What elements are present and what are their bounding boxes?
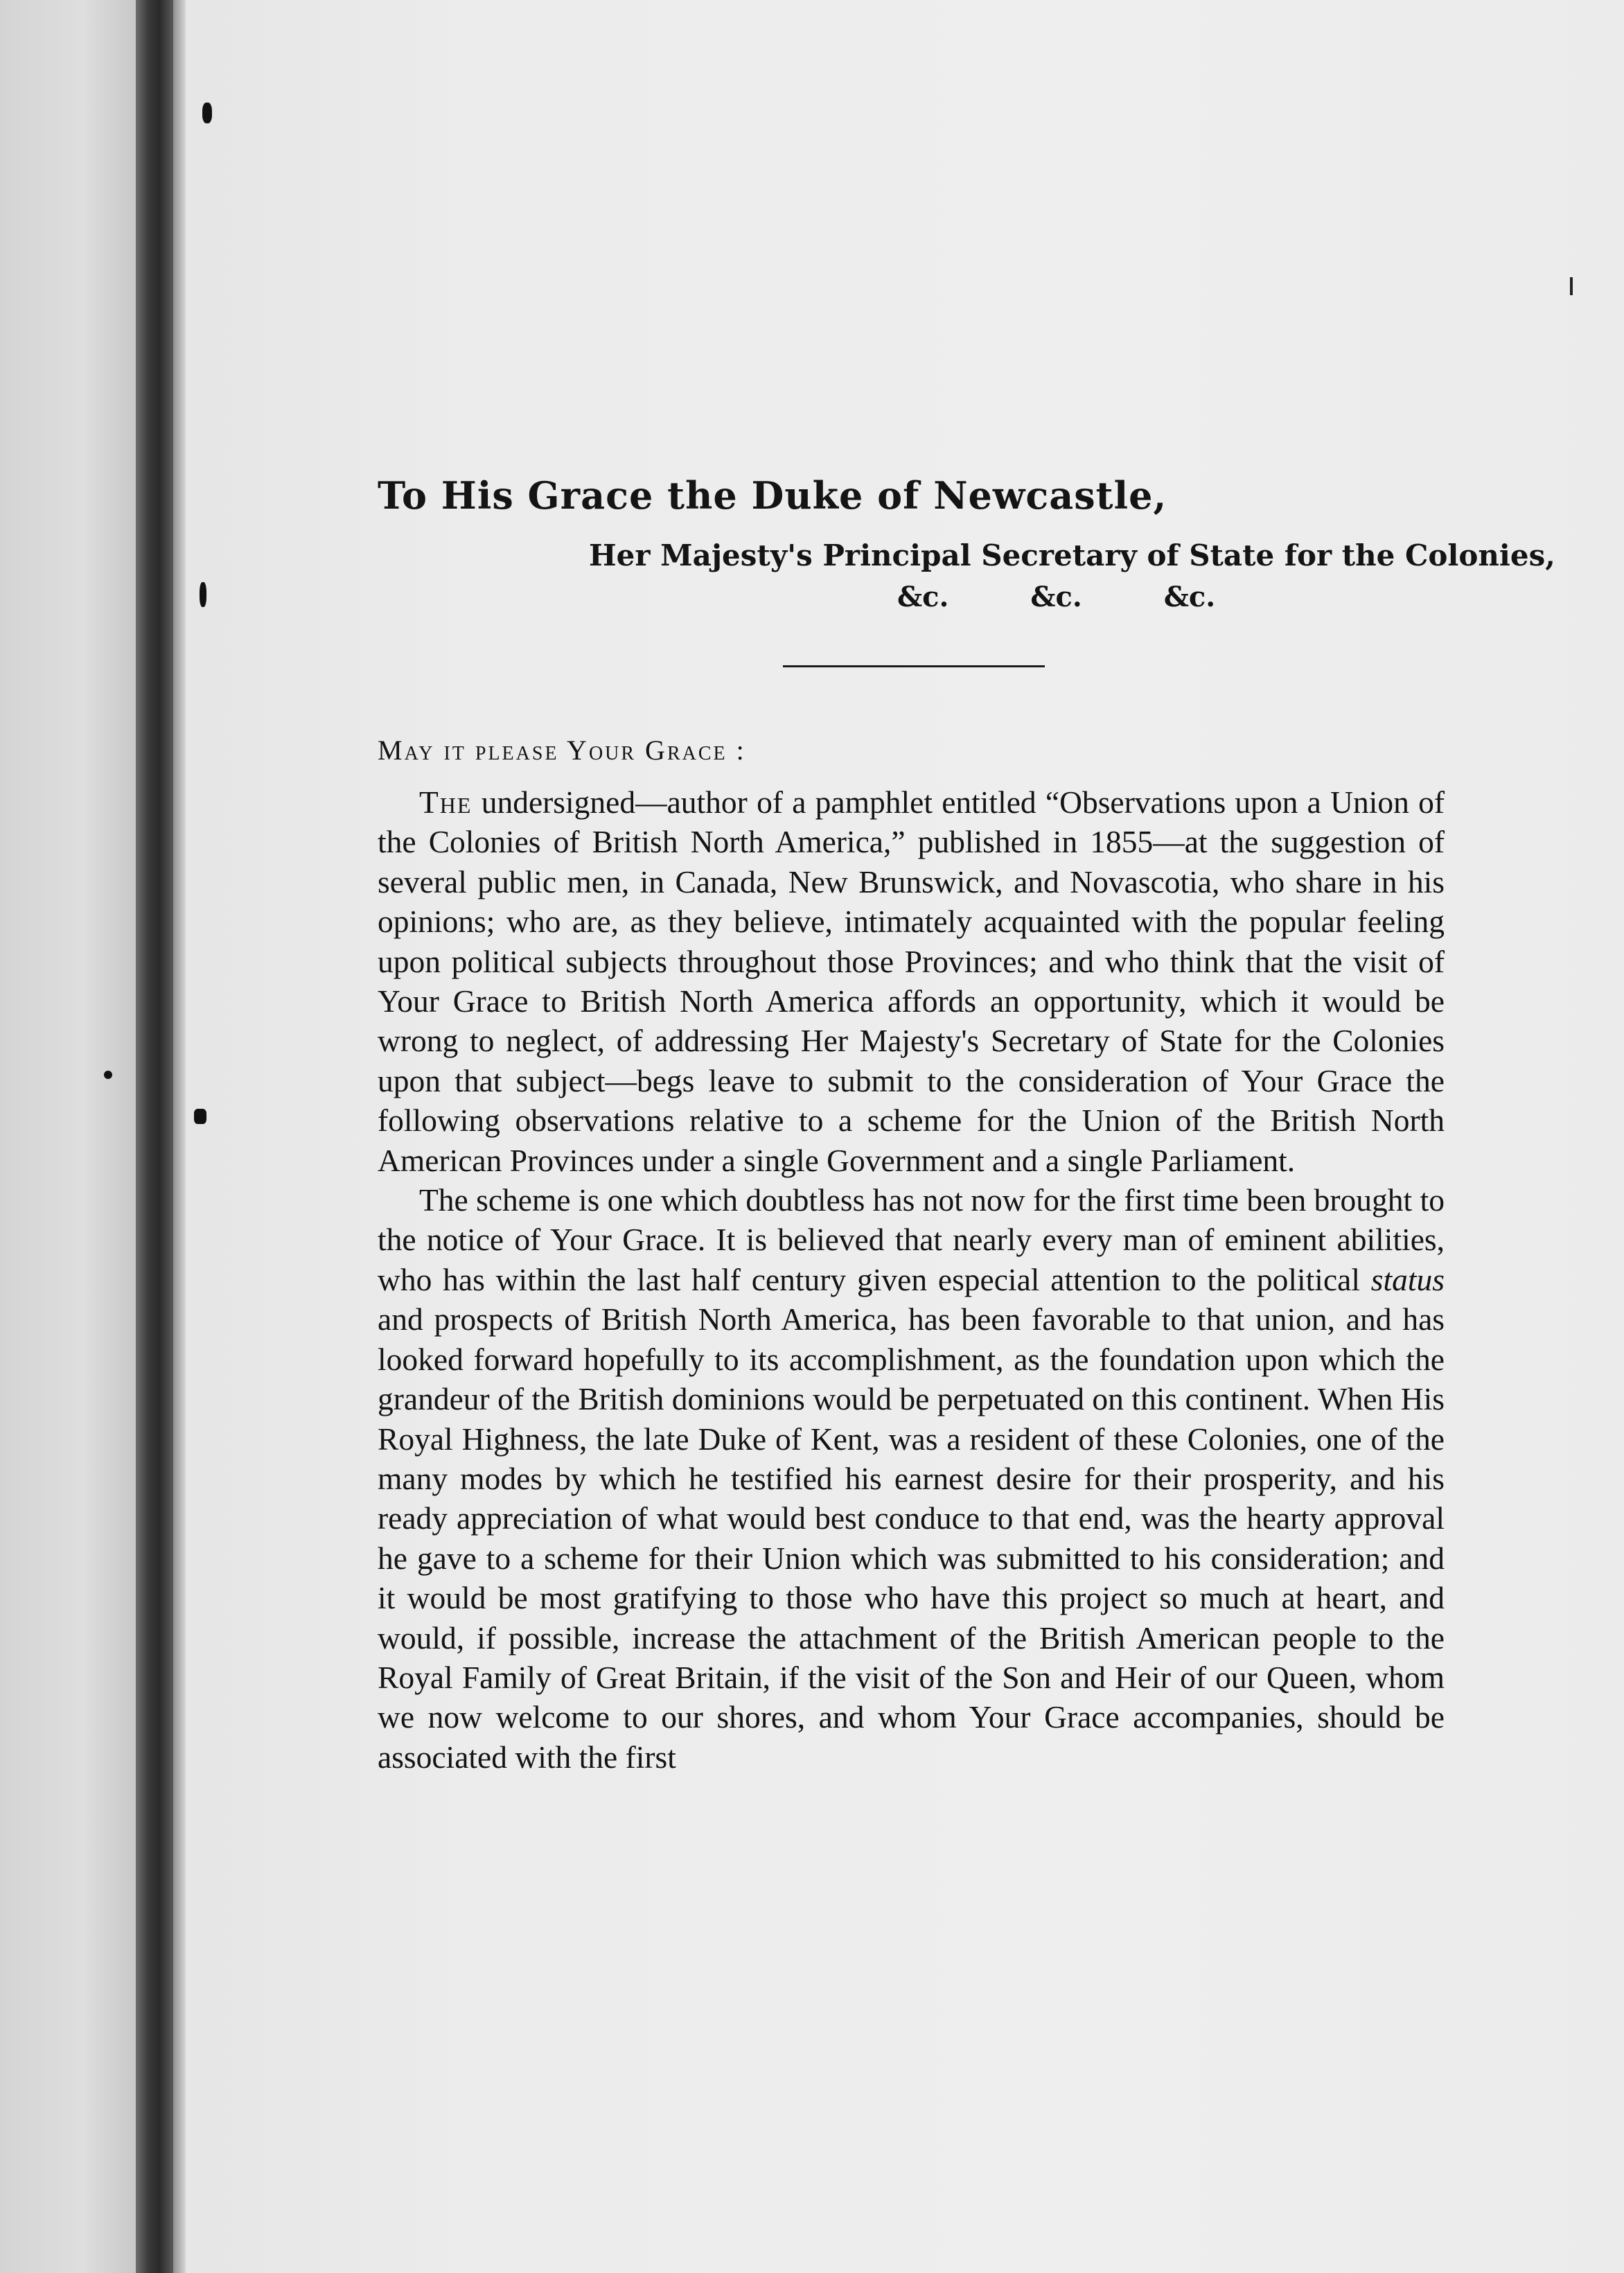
divider-rule bbox=[783, 665, 1045, 667]
paragraph-2 bbox=[378, 1180, 1445, 1777]
margin-mark bbox=[1570, 277, 1573, 295]
recipient-title: Her Majesty's Principal Secretary of State for the Colonies, bbox=[589, 538, 1555, 572]
binding-gutter bbox=[136, 0, 173, 2273]
ink-speck bbox=[194, 1109, 206, 1124]
salutation: May it please Your Grace : bbox=[378, 735, 746, 766]
paragraph-1-text: undersigned—author of a pamphlet entitled “Observations upon a Union of the Colonies of British North America,” published in 1855—at the suggestion of several public men, in Canada, New Brunswick, and Novascotia, who share in his opinions; who are, as they believe, intimately acquainted with the popular feeling upon political subjects throughout those Provinces; and who think that the visit of Your Grace to British North America affords an opportunity, which it would be wrong to neglect, of addressing Her Majesty's Secretary of State for the Colonies upon that subject—begs leave to submit to the consideration of Your Grace the following observations relative to a scheme for the Union of the British North American Provinces under a single Government and a single Parliament. bbox=[378, 784, 1445, 1178]
lead-word: The bbox=[419, 784, 473, 820]
letter-body bbox=[378, 471, 1555, 1777]
page-edge-shadow bbox=[173, 0, 186, 2273]
etc-1: &c. bbox=[897, 581, 949, 613]
recipient-heading: To His Grace the Duke of Newcastle, bbox=[378, 473, 1167, 518]
etc-3: &c. bbox=[1163, 581, 1216, 613]
etc-2: &c. bbox=[1030, 581, 1082, 613]
ink-speck bbox=[202, 103, 212, 123]
ink-speck bbox=[104, 1071, 112, 1079]
paragraph-2-text-a: The scheme is one which doubtless has not now for the first time been brought to the notice of Your Grace. It is believed that nearly every man of eminent abilities, who has within the last half century given especial attention to the political bbox=[378, 1182, 1445, 1297]
facing-page-edge bbox=[0, 0, 136, 2273]
paragraph-1 bbox=[378, 782, 1445, 1180]
etc-line bbox=[897, 578, 1445, 617]
ink-speck bbox=[200, 582, 206, 607]
paragraph-2-text-b: and prospects of British North America, has been favorable to that union, and has looked forward hopefully to its accomplishment, as the foundation upon which the grandeur of the British dominions would be perpetuated on this continent. When His Royal Highness, the late Duke of Kent, was a resident of these Colonies, one of the many modes by which he testified his earnest desire for their prosperity, and his ready appreciation of what would best conduce to that end, was the hearty approval he gave to a scheme for their Union which was submitted to his consideration; and it would be most gratifying to those who have this project so much at heart, and would, if possible, increase the attachment of the British American people to the Royal Family of Great Britain, if the visit of the Son and Heir of our Queen, whom we now welcome to our shores, and whom Your Grace accompanies, should be associated with the first bbox=[378, 1301, 1445, 1775]
paragraph-2-italic: status bbox=[1370, 1261, 1445, 1297]
